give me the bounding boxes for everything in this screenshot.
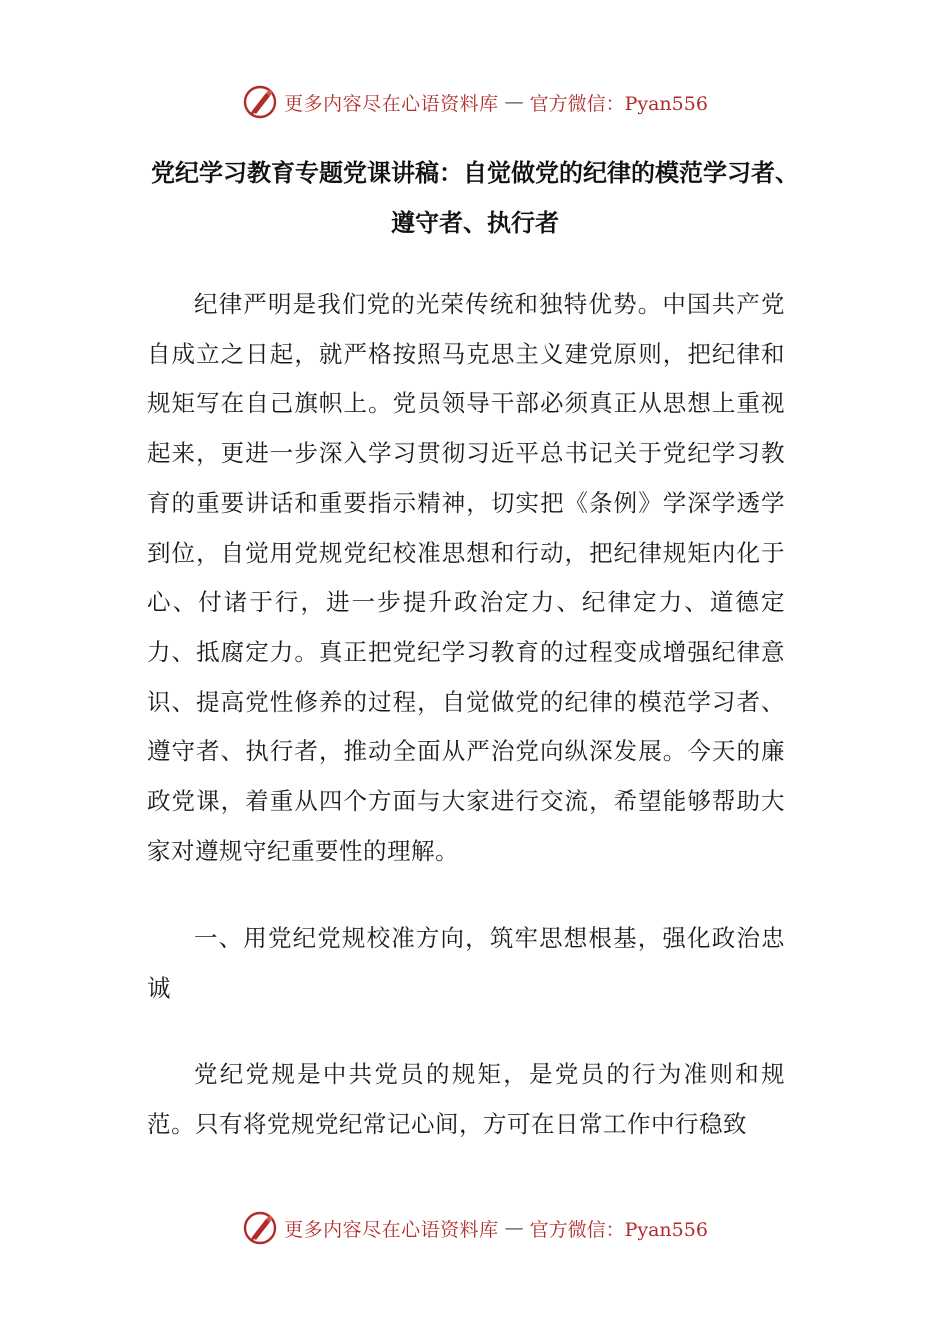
pen-nib-logo-icon — [242, 1210, 278, 1246]
banner-wechat: 官方微信：Pyan556 — [529, 92, 708, 115]
document-title: 党纪学习教育专题党课讲稿：自觉做党的纪律的模范学习者、遵守者、执行者 — [151, 159, 799, 237]
footer-banner — [0, 1208, 950, 1248]
banner-separator: — — [504, 1217, 524, 1239]
banner-text: 更多内容尽在心语资料库 — [284, 92, 499, 115]
banner-wechat: 官方微信：Pyan556 — [529, 1218, 708, 1241]
banner-text: 更多内容尽在心语资料库 — [284, 1218, 499, 1241]
paragraph-intro: 纪律严明是我们党的光荣传统和独特优势。中国共产党自成立之日起，就严格按照马克思主义建党原则，把纪律和规矩写在自己旗帜上。党员领导干部必须真正从思想上重视起来，更进一步深入学习贯彻习近平总书记关于党纪学习教育的重要讲话和重要指示精神，切实把《条例》学深学透学到位，自觉用党规党纪校准思想和行动，把纪律规矩内化于心、付诸于行，进一步提升政治定力、纪律定力、道德定力、抵腐定力。真正把党纪学习教育的过程变成增强纪律意识、提高党性修养的过程，自觉做党的纪律的模范学习者、遵守者、执行者，推动全面从严治党向纵深发展。今天的廉政党课，着重从四个方面与大家进行交流，希望能够帮助大家对遵规守纪重要性的理解。 — [147, 290, 785, 865]
header-banner — [0, 82, 950, 122]
pen-nib-logo-icon — [242, 84, 278, 120]
section-heading-1: 一、用党纪党规校准方向，筑牢思想根基，强化政治忠诚 — [147, 924, 785, 1002]
banner-separator: — — [504, 91, 524, 113]
paragraph-section-1: 党纪党规是中共党员的规矩，是党员的行为准则和规范。只有将党规党纪常记心间，方可在日常工作中行稳致 — [147, 1060, 785, 1138]
